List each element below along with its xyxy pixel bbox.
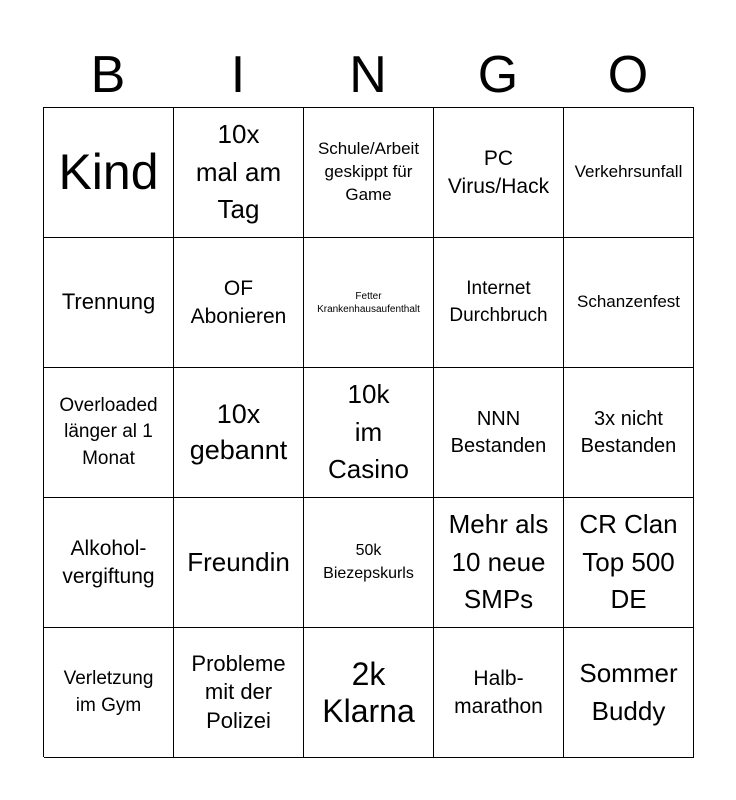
header-letter-i: I [230, 46, 246, 104]
bingo-cell-r5c1[interactable] [44, 628, 174, 758]
bingo-cell-label: PC Virus/Hack [447, 147, 550, 198]
bingo-cell-r1c5[interactable] [564, 108, 694, 238]
bingo-cell-label: Overloaded länger al 1 Monat [59, 394, 158, 469]
bingo-cell-r1c1[interactable] [44, 108, 174, 238]
bingo-cell-r1c4[interactable] [434, 108, 564, 238]
bingo-cell-r2c1[interactable] [44, 238, 174, 368]
bingo-cell-label: Trennung [61, 289, 156, 315]
bingo-cell-label: Schule/Arbeit geskippt für Game [317, 139, 420, 204]
bingo-cell-r1c2[interactable] [174, 108, 304, 238]
bingo-cell-label: 3x nicht Bestanden [580, 407, 677, 457]
bingo-cell-r3c1[interactable] [44, 368, 174, 498]
bingo-cell-label: Halb- marathon [454, 667, 543, 718]
header-letter-g: G [477, 46, 519, 104]
bingo-cell-r5c4[interactable] [434, 628, 564, 758]
bingo-board [43, 107, 694, 757]
bingo-cell-label: Schanzenfest [576, 292, 680, 312]
bingo-cell-r1c3[interactable] [304, 108, 434, 238]
bingo-cell-label: Freundin [187, 546, 290, 577]
bingo-cell-label: Mehr als 10 neue SMPs [448, 508, 549, 615]
bingo-cell-r5c2[interactable] [174, 628, 304, 758]
bingo-cell-label: 10x mal am Tag [195, 118, 282, 225]
bingo-cell-label: CR Clan Top 500 DE [579, 508, 678, 615]
bingo-cell-r3c3[interactable] [304, 368, 434, 498]
bingo-cell-label: Verkehrsunfall [574, 162, 683, 182]
bingo-cell-r4c4[interactable] [434, 498, 564, 628]
bingo-cell-r4c5[interactable] [564, 498, 694, 628]
bingo-cell-label: NNN Bestanden [450, 407, 547, 457]
bingo-cell-label: 50k Biezepskurls [323, 542, 414, 582]
bingo-cell-label: Fetter Krankenhausaufenthalt [317, 290, 420, 315]
bingo-cell-label: Kind [58, 143, 159, 200]
bingo-cell-r4c3[interactable] [304, 498, 434, 628]
bingo-cell-label: Alkohol- vergiftung [62, 537, 155, 588]
bingo-cell-r2c4[interactable] [434, 238, 564, 368]
header-letter-b: B [90, 46, 126, 104]
bingo-cell-label: Probleme mit der Polizei [191, 650, 286, 733]
bingo-header [43, 44, 693, 106]
bingo-cell-label: Verletzung im Gym [63, 667, 154, 716]
bingo-cell-label: Internet Durchbruch [449, 277, 548, 326]
bingo-cell-r3c5[interactable] [564, 368, 694, 498]
bingo-cell-label: 10x gebannt [189, 399, 288, 465]
bingo-cell-label: 2k Klarna [322, 655, 415, 729]
bingo-cell-label: Sommer Buddy [579, 657, 678, 726]
bingo-cell-label: OF Abonieren [190, 277, 287, 328]
bingo-cell-r4c2[interactable] [174, 498, 304, 628]
bingo-cell-r5c5[interactable] [564, 628, 694, 758]
header-letter-n: N [349, 46, 387, 104]
bingo-cell-r2c5[interactable] [564, 238, 694, 368]
header-letter-o: O [607, 46, 649, 104]
bingo-cell-r5c3[interactable] [304, 628, 434, 758]
bingo-cell-r2c3[interactable] [304, 238, 434, 368]
bingo-cell-label: 10k im Casino [328, 378, 409, 485]
bingo-cell-r3c4[interactable] [434, 368, 564, 498]
bingo-cell-r4c1[interactable] [44, 498, 174, 628]
bingo-cell-r3c2[interactable] [174, 368, 304, 498]
bingo-cell-r2c2[interactable] [174, 238, 304, 368]
